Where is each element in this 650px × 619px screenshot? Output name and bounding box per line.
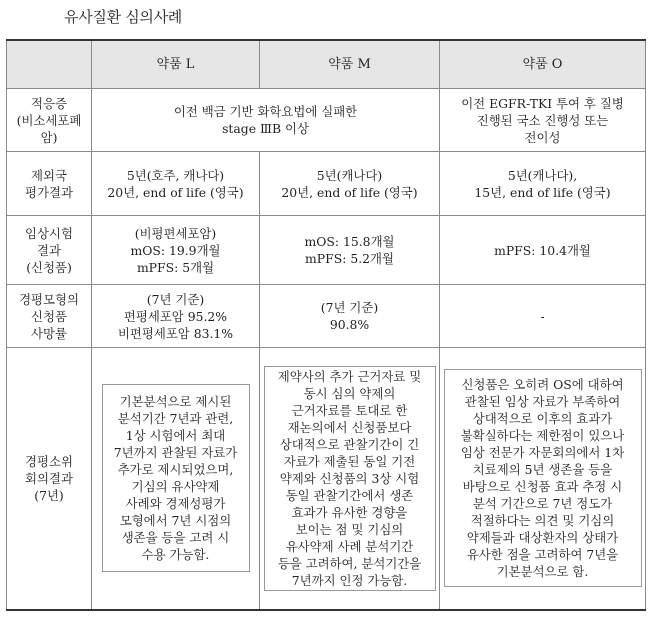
header-drug-o: 약품 O [440, 40, 646, 89]
cell-model-o: - [440, 285, 646, 348]
cell-indication-lm: 이전 백금 기반 화학요법에 실패한 stage ⅢB 이상 [92, 89, 440, 152]
row-committee-result [7, 348, 646, 610]
cell-foreign-m: 5년(캐나다) 20년, end of life (영국) [260, 152, 440, 216]
cell-indication-o: 이전 EGFR-TKI 투여 후 질병 진행된 국소 진행성 또는 전이성 [440, 89, 646, 152]
cell-trial-m: mOS: 15.8개월 mPFS: 5.2개월 [260, 216, 440, 285]
label-indication: 적응증 (비소세포폐 암) [7, 89, 92, 152]
cell-foreign-l: 5년(호주, 캐나다) 20년, end of life (영국) [92, 152, 260, 216]
label-model-mortality: 경평모형의 신청품 사망률 [7, 285, 92, 348]
row-indication [7, 89, 646, 152]
row-foreign-evaluation [7, 152, 646, 216]
label-committee-result: 경평소위 회의결과 (7년) [7, 348, 92, 610]
header-drug-m: 약품 M [260, 40, 440, 89]
cell-foreign-o: 5년(캐나다), 15년, end of life (영국) [440, 152, 646, 216]
row-model-mortality [7, 285, 646, 348]
table-header-row [7, 40, 646, 89]
header-drug-l: 약품 L [92, 40, 260, 89]
label-trial-results: 임상시험 결과 (신청품) [7, 216, 92, 285]
header-empty-cell [7, 40, 92, 89]
label-foreign-evaluation: 제외국 평가결과 [7, 152, 92, 216]
row-trial-results [7, 216, 646, 285]
cell-trial-o: mPFS: 10.4개월 [440, 216, 646, 285]
committee-o-box: 신청품은 오히려 OS에 대하여 관찰된 임상 자료가 부족하여 상대적으로 이후의 효과가 불확실하다는 제한점이 있으나 임상 전문가 자문회의에서 1차 치료제의 5년 생존율 등을 바탕으로 신청품 효과 추정 시 분석 기간으로 7년 정도가 적절하다는 의견 및 기심의 약제들과 대상환자의 상태가 유사한 점을 고려하여 7년을 기본분석으로 함. [444, 369, 642, 587]
cell-committee-o [440, 348, 646, 610]
cell-model-m: (7년 기준) 90.8% [260, 285, 440, 348]
committee-m-box: 제약사의 추가 근거자료 및 동시 심의 약제의 근거자료를 토대로 한 재논의에서 신청품보다 상대적으로 관찰기간이 긴 자료가 제출된 동일 기전 약제와 신청품의 3상 시험 동일 관찰기간에서 생존 효과가 유사한 경향을 보이는 점 및 기심의 유사약제 사례 분석기간 등을 고려하여, 분석기간을 7년까지 인정 가능함. [264, 366, 436, 591]
committee-l-box: 기본분석으로 제시된 분석기간 7년과 관련, 1상 시험에서 최대 7년까지 관찰된 자료가 추가로 제시되었으며, 기심의 유사약제 사례와 경제성평가 모형에서 7년 시점의 생존율 등을 고려 시 수용 가능함. [102, 384, 250, 572]
section-title: 유사질환 심의사례 [64, 8, 182, 26]
cell-committee-l [92, 348, 260, 610]
cell-model-l: (7년 기준) 편평세포암 95.2% 비편평세포암 83.1% [92, 285, 260, 348]
review-cases-table [6, 39, 646, 611]
cell-committee-m [260, 348, 440, 610]
cell-trial-l: (비평편세포암) mOS: 19.9개월 mPFS: 5개월 [92, 216, 260, 285]
